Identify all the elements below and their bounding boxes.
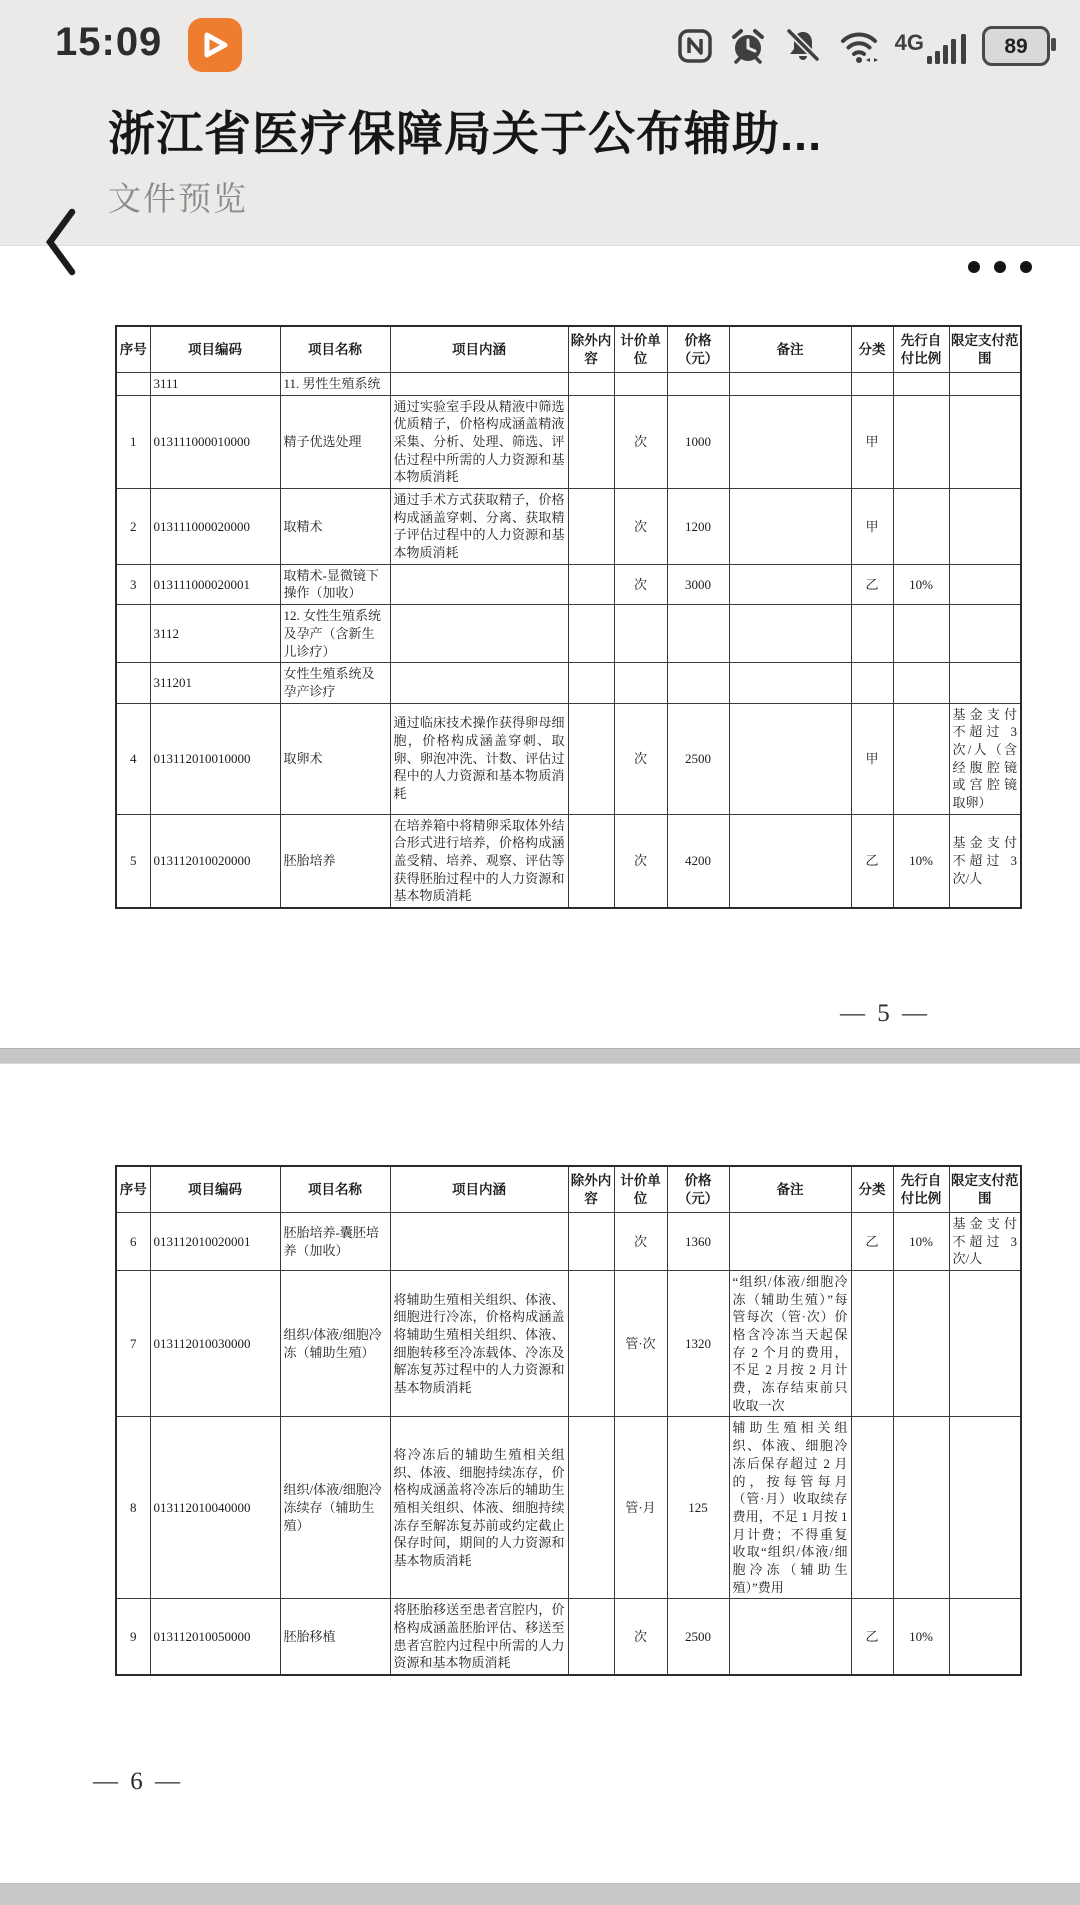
cell-seq: 3	[116, 564, 150, 604]
cell-code: 013111000010000	[150, 395, 280, 488]
bottom-separator	[0, 1883, 1080, 1905]
page-number-6: — 6 —	[93, 1768, 183, 1795]
cell-cls: 乙	[851, 1599, 893, 1675]
cell-ratio	[893, 1417, 949, 1599]
cell-price: 2500	[667, 703, 729, 814]
cell-ratio	[893, 395, 949, 488]
cell-code: 013112010020000	[150, 814, 280, 908]
top-bar	[0, 0, 1080, 246]
cell-price: 4200	[667, 814, 729, 908]
cell-desc: 在培养箱中将精卵采取体外结合形式进行培养，价格构成涵盖受精、培养、观察、评估等获得胚胎过程中的人力资源和基本物质消耗	[390, 814, 568, 908]
cell-price: 125	[667, 1417, 729, 1599]
cell-code: 013112010020001	[150, 1213, 280, 1271]
nfc-icon	[677, 28, 713, 64]
cell-cls: 乙	[851, 814, 893, 908]
cell-desc	[390, 373, 568, 396]
cell-desc	[390, 605, 568, 663]
cell-note: 辅助生殖相关组织、体液、细胞冷冻后保存超过 2 月的，按每管每月（管·月）收取续存费用，不足 1 月按 1 月计费；不得重复收取“组织/体液/细胞冷冻（辅助生殖）”费用	[729, 1417, 851, 1599]
cell-scope	[949, 663, 1021, 703]
cell-name: 取精术	[280, 489, 390, 565]
cell-seq: 9	[116, 1599, 150, 1675]
cell-note	[729, 373, 851, 396]
cell-name: 取精术-显微镜下操作（加收）	[280, 564, 390, 604]
cell-ratio: 10%	[893, 814, 949, 908]
header-row	[116, 326, 1021, 373]
dot-icon	[1020, 261, 1032, 273]
col-header-ratio: 先行自付比例	[893, 1166, 949, 1213]
cell-scope	[949, 564, 1021, 604]
cell-scope	[949, 395, 1021, 488]
cell-desc	[390, 1213, 568, 1271]
more-menu-button[interactable]	[962, 255, 1038, 279]
cell-price	[667, 663, 729, 703]
cell-seq: 5	[116, 814, 150, 908]
col-header-code: 项目编码	[150, 1166, 280, 1213]
cell-excl	[568, 703, 614, 814]
cell-name: 组织/体液/细胞冷冻续存（辅助生殖）	[280, 1417, 390, 1599]
cell-excl	[568, 395, 614, 488]
cell-unit: 次	[614, 703, 667, 814]
cell-note	[729, 564, 851, 604]
cell-excl	[568, 1271, 614, 1417]
cell-excl	[568, 564, 614, 604]
table-row	[116, 1417, 1021, 1599]
cell-scope	[949, 1271, 1021, 1417]
cell-desc: 将胚胎移送至患者宫腔内，价格构成涵盖胚胎评估、移送至患者宫腔内过程中所需的人力资源和基本物质消耗	[390, 1599, 568, 1675]
cell-price	[667, 605, 729, 663]
table-row	[116, 489, 1021, 565]
table-row	[116, 395, 1021, 488]
cell-scope	[949, 373, 1021, 396]
cell-code: 013112010050000	[150, 1599, 280, 1675]
cell-seq: 8	[116, 1417, 150, 1599]
cell-name: 11. 男性生殖系统	[280, 373, 390, 396]
cell-price	[667, 373, 729, 396]
cell-seq: 4	[116, 703, 150, 814]
cell-unit	[614, 605, 667, 663]
cell-ratio	[893, 703, 949, 814]
cell-cls: 乙	[851, 1213, 893, 1271]
cell-name: 胚胎培养-囊胚培养（加收）	[280, 1213, 390, 1271]
header-row	[116, 1166, 1021, 1213]
cell-ratio: 10%	[893, 1213, 949, 1271]
title-block	[108, 96, 948, 220]
cell-name: 胚胎移植	[280, 1599, 390, 1675]
page-number-5: — 5 —	[840, 1000, 930, 1027]
table-row	[116, 1599, 1021, 1675]
cell-excl	[568, 814, 614, 908]
cell-scope: 基金支付不超过 3 次/人	[949, 1213, 1021, 1271]
col-header-ratio: 先行自付比例	[893, 326, 949, 373]
cell-cls	[851, 663, 893, 703]
cell-unit: 管·次	[614, 1271, 667, 1417]
cell-cls	[851, 1417, 893, 1599]
clock: 15:09	[55, 20, 163, 64]
alarm-clock-icon	[728, 26, 768, 66]
network-type-label: 4G	[894, 30, 924, 55]
cell-desc: 通过临床技术操作获得卵母细胞，价格构成涵盖穿刺、取卵、卵泡冲洗、计数、评估过程中的人力资源和基本物质消耗	[390, 703, 568, 814]
table-row	[116, 663, 1021, 703]
fee-table-page-6	[115, 1165, 1022, 1676]
cell-desc	[390, 663, 568, 703]
cell-code: 013112010030000	[150, 1271, 280, 1417]
col-header-name: 项目名称	[280, 326, 390, 373]
cell-price: 2500	[667, 1599, 729, 1675]
cell-ratio	[893, 373, 949, 396]
cell-note	[729, 663, 851, 703]
cell-cls	[851, 373, 893, 396]
battery-nub	[1051, 38, 1056, 51]
cell-ratio	[893, 663, 949, 703]
cell-desc	[390, 564, 568, 604]
back-button[interactable]	[38, 202, 82, 282]
cell-ratio: 10%	[893, 1599, 949, 1675]
col-header-cls: 分类	[851, 1166, 893, 1213]
cell-excl	[568, 1599, 614, 1675]
col-header-scope: 限定支付范围	[949, 326, 1021, 373]
cell-name: 12. 女性生殖系统及孕产（含新生儿诊疗）	[280, 605, 390, 663]
cell-excl	[568, 1213, 614, 1271]
col-header-scope: 限定支付范围	[949, 1166, 1021, 1213]
cell-unit: 次	[614, 814, 667, 908]
cell-excl	[568, 663, 614, 703]
col-header-excl: 除外内容	[568, 1166, 614, 1213]
cell-unit: 次	[614, 489, 667, 565]
cell-name: 精子优选处理	[280, 395, 390, 488]
cell-code: 013112010040000	[150, 1417, 280, 1599]
col-header-unit: 计价单位	[614, 326, 667, 373]
cell-name: 组织/体液/细胞冷冻（辅助生殖）	[280, 1271, 390, 1417]
cell-note	[729, 1599, 851, 1675]
cell-note	[729, 703, 851, 814]
cell-cls	[851, 1271, 893, 1417]
cell-code: 013112010010000	[150, 703, 280, 814]
cell-unit	[614, 663, 667, 703]
cell-excl	[568, 605, 614, 663]
cell-seq	[116, 373, 150, 396]
cell-price: 3000	[667, 564, 729, 604]
col-header-excl: 除外内容	[568, 326, 614, 373]
col-header-note: 备注	[729, 326, 851, 373]
cell-unit: 次	[614, 1599, 667, 1675]
cell-scope	[949, 1599, 1021, 1675]
col-header-seq: 序号	[116, 326, 150, 373]
cell-ratio	[893, 1271, 949, 1417]
cell-cls: 甲	[851, 489, 893, 565]
cell-unit: 次	[614, 564, 667, 604]
cell-note	[729, 814, 851, 908]
cell-note: “组织/体液/细胞冷冻（辅助生殖）”每管每次（管·次）价格含冷冻当天起保存 2 个月的费用，不足 2 月按 2 月计费，冻存结束前只收取一次	[729, 1271, 851, 1417]
col-header-price: 价格（元）	[667, 1166, 729, 1213]
cell-code: 3111	[150, 373, 280, 396]
col-header-desc: 项目内涵	[390, 1166, 568, 1213]
cell-ratio: 10%	[893, 564, 949, 604]
battery-percent: 89	[1004, 34, 1028, 58]
page-subtitle: 文件预览	[108, 180, 248, 218]
cell-price: 1360	[667, 1213, 729, 1271]
cell-scope	[949, 1417, 1021, 1599]
cell-cls: 乙	[851, 564, 893, 604]
cell-note	[729, 1213, 851, 1271]
cell-desc: 将辅助生殖相关组织、体液、细胞进行冷冻，价格构成涵盖将辅助生殖相关组织、体液、细胞转移至冷冻载体、冷冻及解冻复苏过程中的人力资源和基本物质消耗	[390, 1271, 568, 1417]
cell-price: 1320	[667, 1271, 729, 1417]
nav-bar	[0, 90, 1080, 240]
cell-desc: 通过手术方式获取精子，价格构成涵盖穿刺、分离、获取精子评估过程中的人力资源和基本物质消耗	[390, 489, 568, 565]
cell-name: 取卵术	[280, 703, 390, 814]
col-header-note: 备注	[729, 1166, 851, 1213]
table-row	[116, 564, 1021, 604]
cell-desc: 将冷冻后的辅助生殖相关组织、体液、细胞持续冻存，价格构成涵盖将冷冻后的辅助生殖相关组织、体液、细胞持续冻存至解冻复苏前或约定截止保存时间，期间的人力资源和基本物质消耗	[390, 1417, 568, 1599]
table-row	[116, 1271, 1021, 1417]
cell-code: 3112	[150, 605, 280, 663]
cell-cls: 甲	[851, 395, 893, 488]
cell-scope: 基金支付不超过 3 次/人（含经腹腔镜或宫腔镜取卵）	[949, 703, 1021, 814]
page-title: 浙江省医疗保障局关于公布辅助...	[108, 107, 823, 160]
cell-seq	[116, 605, 150, 663]
cell-unit: 次	[614, 1213, 667, 1271]
cell-seq: 6	[116, 1213, 150, 1271]
cell-name: 胚胎培养	[280, 814, 390, 908]
cell-price: 1000	[667, 395, 729, 488]
dot-icon	[994, 261, 1006, 273]
cell-price: 1200	[667, 489, 729, 565]
dot-icon	[968, 261, 980, 273]
cell-name: 女性生殖系统及孕产诊疗	[280, 663, 390, 703]
cell-code: 311201	[150, 663, 280, 703]
bell-muted-icon	[783, 26, 823, 66]
col-header-desc: 项目内涵	[390, 326, 568, 373]
cell-cls: 甲	[851, 703, 893, 814]
cell-scope	[949, 489, 1021, 565]
table-row	[116, 814, 1021, 908]
table-row	[116, 1213, 1021, 1271]
cell-scope	[949, 605, 1021, 663]
cell-cls	[851, 605, 893, 663]
cell-excl	[568, 1417, 614, 1599]
col-header-unit: 计价单位	[614, 1166, 667, 1213]
cell-code: 013111000020000	[150, 489, 280, 565]
4g-signal-icon	[895, 26, 967, 66]
col-header-name: 项目名称	[280, 1166, 390, 1213]
cell-note	[729, 605, 851, 663]
cell-excl	[568, 373, 614, 396]
fee-table-page-5	[115, 325, 1022, 909]
col-header-seq: 序号	[116, 1166, 150, 1213]
cell-note	[729, 489, 851, 565]
cell-seq	[116, 663, 150, 703]
cell-desc: 通过实验室手段从精液中筛选优质精子，价格构成涵盖精液采集、分析、处理、筛选、评估过程中所需的人力资源和基本物质消耗	[390, 395, 568, 488]
battery-indicator	[982, 26, 1050, 66]
table-row	[116, 373, 1021, 396]
cell-unit: 管·月	[614, 1417, 667, 1599]
cell-seq: 1	[116, 395, 150, 488]
video-app-badge-icon	[188, 18, 242, 72]
cell-seq: 2	[116, 489, 150, 565]
col-header-cls: 分类	[851, 326, 893, 373]
table-row	[116, 605, 1021, 663]
cell-excl	[568, 489, 614, 565]
status-icons	[677, 22, 1050, 70]
cell-seq: 7	[116, 1271, 150, 1417]
cell-unit: 次	[614, 395, 667, 488]
page-separator	[0, 1048, 1080, 1064]
cell-note	[729, 395, 851, 488]
wifi-icon	[838, 27, 880, 65]
table-row	[116, 703, 1021, 814]
status-bar	[0, 0, 1080, 90]
cell-scope: 基金支付不超过 3 次/人	[949, 814, 1021, 908]
cell-ratio	[893, 489, 949, 565]
cell-unit	[614, 373, 667, 396]
col-header-price: 价格（元）	[667, 326, 729, 373]
cell-ratio	[893, 605, 949, 663]
col-header-code: 项目编码	[150, 326, 280, 373]
cell-code: 013111000020001	[150, 564, 280, 604]
